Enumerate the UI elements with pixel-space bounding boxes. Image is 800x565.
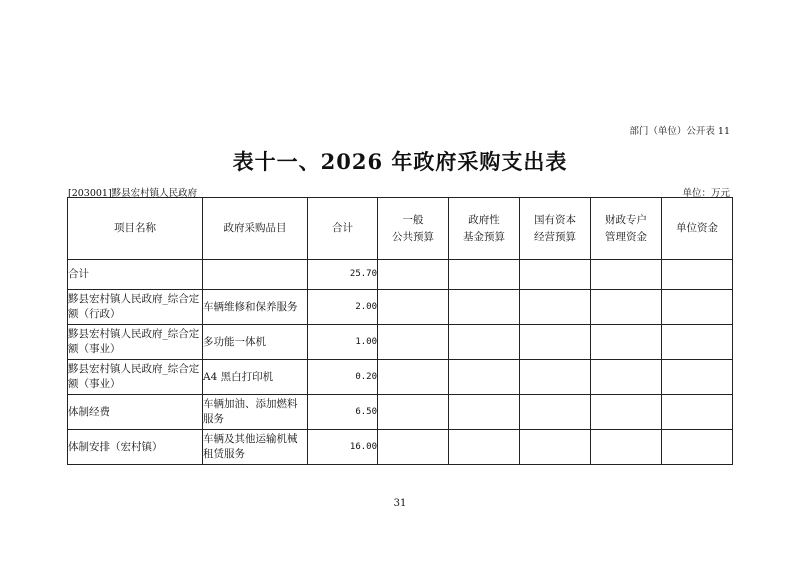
row-item: 车辆维修和保养服务 [203,290,308,325]
row-special-account [591,360,662,395]
row-name: 体制安排（宏村镇） [68,430,203,465]
row-total: 1.00 [308,325,378,360]
row-general-budget [378,395,449,430]
col-header-name: 项目名称 [68,198,203,260]
row-name: 黟县宏村镇人民政府_综合定额（行政） [68,290,203,325]
table-row [68,395,733,430]
row-special-account [591,395,662,430]
table-row [68,360,733,395]
row-item: 多功能一体机 [203,325,308,360]
summary-unit-fund [662,260,733,290]
row-state-capital [520,430,591,465]
table-header-row [68,198,733,260]
row-fund-budget [449,360,520,395]
col-header-special-account-line1: 财政专户 [605,213,647,226]
col-header-fund-budget-line2: 基金预算 [463,230,505,243]
row-fund-budget [449,325,520,360]
row-state-capital [520,360,591,395]
row-name: 体制经费 [68,395,203,430]
row-name: 黟县宏村镇人民政府_综合定额（事业） [68,325,203,360]
row-fund-budget [449,290,520,325]
row-unit-fund [662,325,733,360]
row-special-account [591,430,662,465]
table-row [68,290,733,325]
row-item: 车辆加油、添加燃料服务 [203,395,308,430]
col-header-special-account-line2: 管理资金 [605,230,647,243]
col-header-fund-budget-line1: 政府性 [468,213,500,226]
col-header-state-capital-line1: 国有资本 [534,213,576,226]
summary-fund-budget [449,260,520,290]
procurement-table [67,197,733,465]
row-unit-fund [662,360,733,395]
table-summary-row [68,260,733,290]
summary-state-capital [520,260,591,290]
row-unit-fund [662,290,733,325]
row-item: A4 黑白打印机 [203,360,308,395]
col-header-general-budget-line1: 一般 [402,213,424,226]
table-code-label: 部门（单位）公开表 11 [629,126,730,137]
summary-total: 25.70 [308,260,378,290]
col-header-special-account [591,198,662,260]
row-special-account [591,325,662,360]
summary-general-budget [378,260,449,290]
row-total: 16.00 [308,430,378,465]
col-header-general-budget-line2: 公共预算 [392,230,434,243]
col-header-unit-fund: 单位资金 [662,198,733,260]
row-total: 0.20 [308,360,378,395]
row-state-capital [520,395,591,430]
row-item: 车辆及其他运输机械租赁服务 [203,430,308,465]
col-header-general-budget [378,198,449,260]
col-header-state-capital-line2: 经营预算 [534,230,576,243]
table-row [68,325,733,360]
row-name: 黟县宏村镇人民政府_综合定额（事业） [68,360,203,395]
row-unit-fund [662,395,733,430]
row-fund-budget [449,430,520,465]
summary-item [203,260,308,290]
row-general-budget [378,360,449,395]
summary-special-account [591,260,662,290]
page-title: 表十一、2026 年政府采购支出表 [232,149,568,174]
row-unit-fund [662,430,733,465]
row-state-capital [520,290,591,325]
row-state-capital [520,325,591,360]
row-fund-budget [449,395,520,430]
unit-name: [203001]黟县宏村镇人民政府 [68,188,198,199]
col-header-total: 合计 [308,198,378,260]
row-general-budget [378,325,449,360]
row-total: 6.50 [308,395,378,430]
col-header-state-capital [520,198,591,260]
currency-unit-label: 单位：万元 [682,188,730,199]
row-general-budget [378,430,449,465]
col-header-item: 政府采购品目 [203,198,308,260]
col-header-fund-budget [449,198,520,260]
row-special-account [591,290,662,325]
row-total: 2.00 [308,290,378,325]
table-row [68,430,733,465]
page-number: 31 [393,498,407,509]
summary-name: 合计 [68,260,203,290]
row-general-budget [378,290,449,325]
